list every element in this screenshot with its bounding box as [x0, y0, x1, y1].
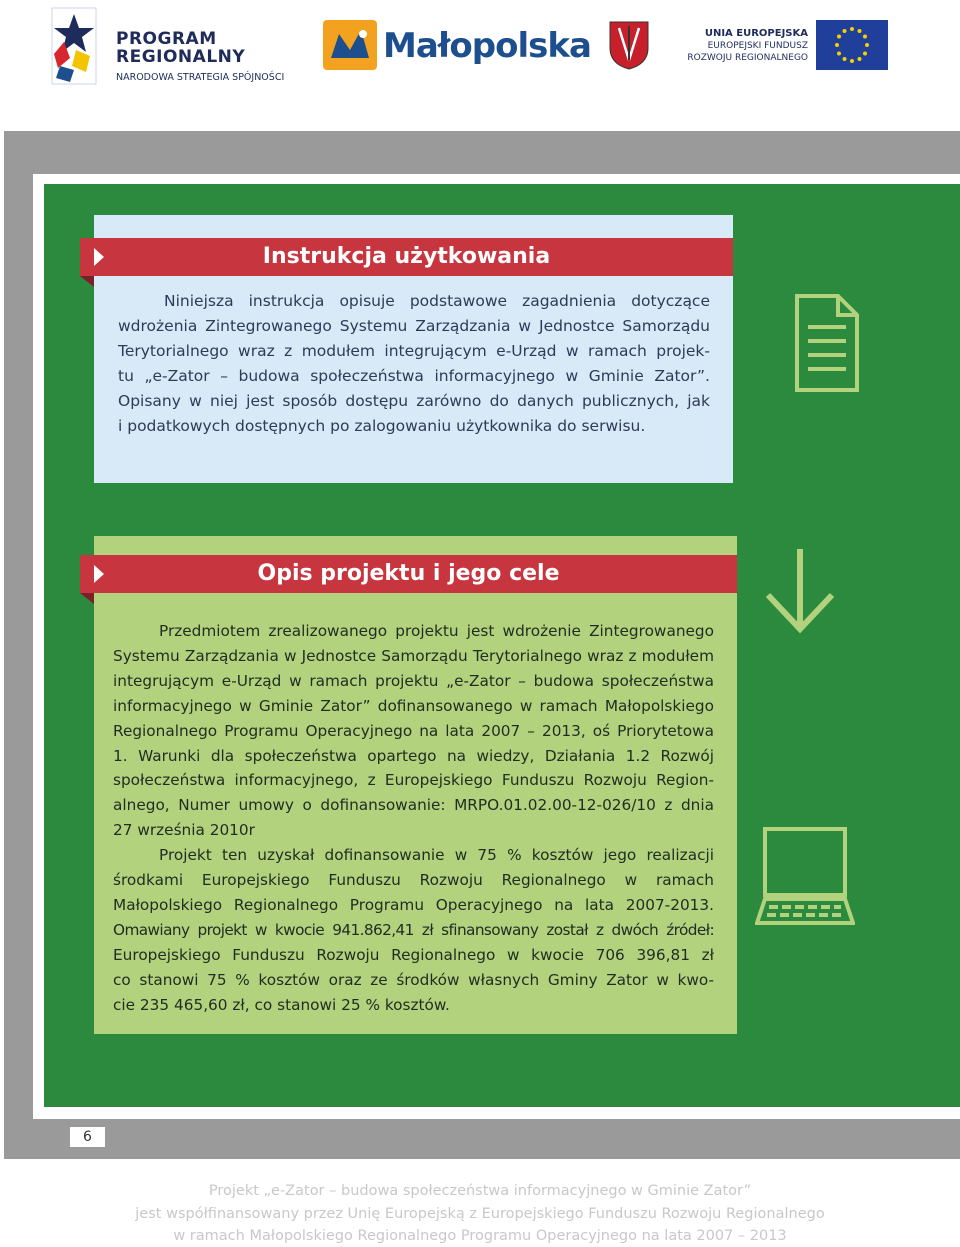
text-line: Niniejsza instrukcja opisuje podstawowe zagadnienia dotyczące [164, 292, 710, 310]
text-line: Opisany w niej jest sposób dostępu zarówno do danych publicznych, jak [118, 392, 710, 410]
text-line: cie 235 465,60 zł, co stanowi 25 % kosztów. [113, 995, 450, 1014]
footer-line: jest współfinansowany przez Unię Europejską z Europejskiego Funduszu Rozwoju Regionalnego [135, 1205, 825, 1222]
text-line: co stanowi 75 % kosztów oraz ze środków własnych Gminy Zator w kwo- [113, 970, 714, 989]
text-line: informacyjnego w Gminie Zator” dofinansowanego w ramach Małopolskiego [113, 696, 714, 715]
eu-flag-icon [816, 20, 888, 70]
program-regionalny-title: PROGRAM REGIONALNY [116, 29, 246, 67]
instructions-title: Instrukcja użytkowania [80, 238, 733, 276]
eu-logo [680, 20, 890, 72]
malopolska-wordmark: Małopolska [383, 26, 591, 66]
instructions-paragraph [118, 289, 710, 439]
text-line: społeczeństwa informacyjnego, z Europejskiego Funduszu Rozwoju Region- [113, 771, 714, 790]
page-number: 6 [70, 1127, 105, 1147]
text-line: Regionalnego Programu Operacyjnego na lata 2007 – 2013, oś Priorytetowa [113, 721, 714, 740]
document-icon [794, 293, 860, 393]
text-line: Małopolskiego Regionalnego Programu Operacyjnego na lata 2007-2013. [113, 895, 714, 914]
project-title: Opis projektu i jego cele [80, 555, 737, 593]
text-line: środkami Europejskiego Funduszu Rozwoju Regionalnego w ramach [113, 871, 714, 890]
footer-line: w ramach Małopolskiego Regionalnego Programu Operacyjnego na lata 2007 – 2013 [173, 1228, 787, 1244]
text-line: Terytorialnego wraz z modułem integrującym e-Urząd w ramach projek- [118, 342, 710, 360]
malopolska-mark-icon [323, 20, 377, 70]
text-line: Przedmiotem zrealizowanego projektu jest wdrożenie Zintegrowanego [159, 622, 714, 640]
text-line: 27 września 2010r [113, 821, 255, 840]
footer-line: Projekt „e-Zator – budowa społeczeństwa informacyjnego w Gminie Zator” [208, 1183, 752, 1199]
down-arrow-icon [763, 545, 837, 635]
text-line: alnego, Numer umowy o dofinansowanie: MRPO.01.02.00-12-026/10 z dnia [113, 796, 714, 815]
laptop-icon [755, 825, 855, 925]
malopolska-logo [323, 18, 591, 74]
text-line: Omawiany projekt w kwocie 941.862,41 zł sfinansowany został z dwóch źródeł: [113, 920, 714, 939]
text-line: Systemu Zarządzania w Jednostce Samorządu Terytorialnego wraz z modułem [113, 646, 714, 665]
program-regionalny-mark-icon [50, 6, 98, 86]
play-arrow-icon [94, 565, 104, 583]
text-line: wdrożenia Zintegrowanego Systemu Zarządzania w Jednostce Samorządu [118, 317, 710, 335]
text-line: 1. Warunki dla społeczeństwa opartego na wiedzy, Działania 1.2 Rozwój [113, 746, 714, 765]
project-paragraph [113, 619, 714, 1018]
text-line: i podatkowych dostępnych po zalogowaniu użytkownika do serwisu. [118, 417, 646, 435]
program-regionalny-logo [50, 6, 300, 86]
text-line: Europejskiego Funduszu Rozwoju Regionalnego w kwocie 706 396,81 zł [113, 945, 714, 964]
banner-fold [80, 276, 94, 287]
text-line: integrującym e-Urząd w ramach projektu „e-Zator – budowa społeczeństwa [113, 671, 714, 690]
text-line: Projekt ten uzyskał dofinansowanie w 75 % kosztów jego realizacji [159, 846, 714, 865]
footer-note [100, 1180, 860, 1247]
play-arrow-icon [94, 248, 104, 266]
program-regionalny-subtitle: NARODOWA STRATEGIA SPÓJNOŚCI [116, 72, 285, 83]
zator-coat-of-arms-icon [608, 20, 650, 70]
banner-fold [80, 593, 94, 604]
eu-logo-text: UNIA EUROPEJSKA EUROPEJSKI FUNDUSZ ROZWOJU REGIONALNEGO [687, 28, 808, 63]
text-line: tu „e-Zator – budowa społeczeństwa informacyjnego w Gminie Zator”. [118, 367, 710, 385]
